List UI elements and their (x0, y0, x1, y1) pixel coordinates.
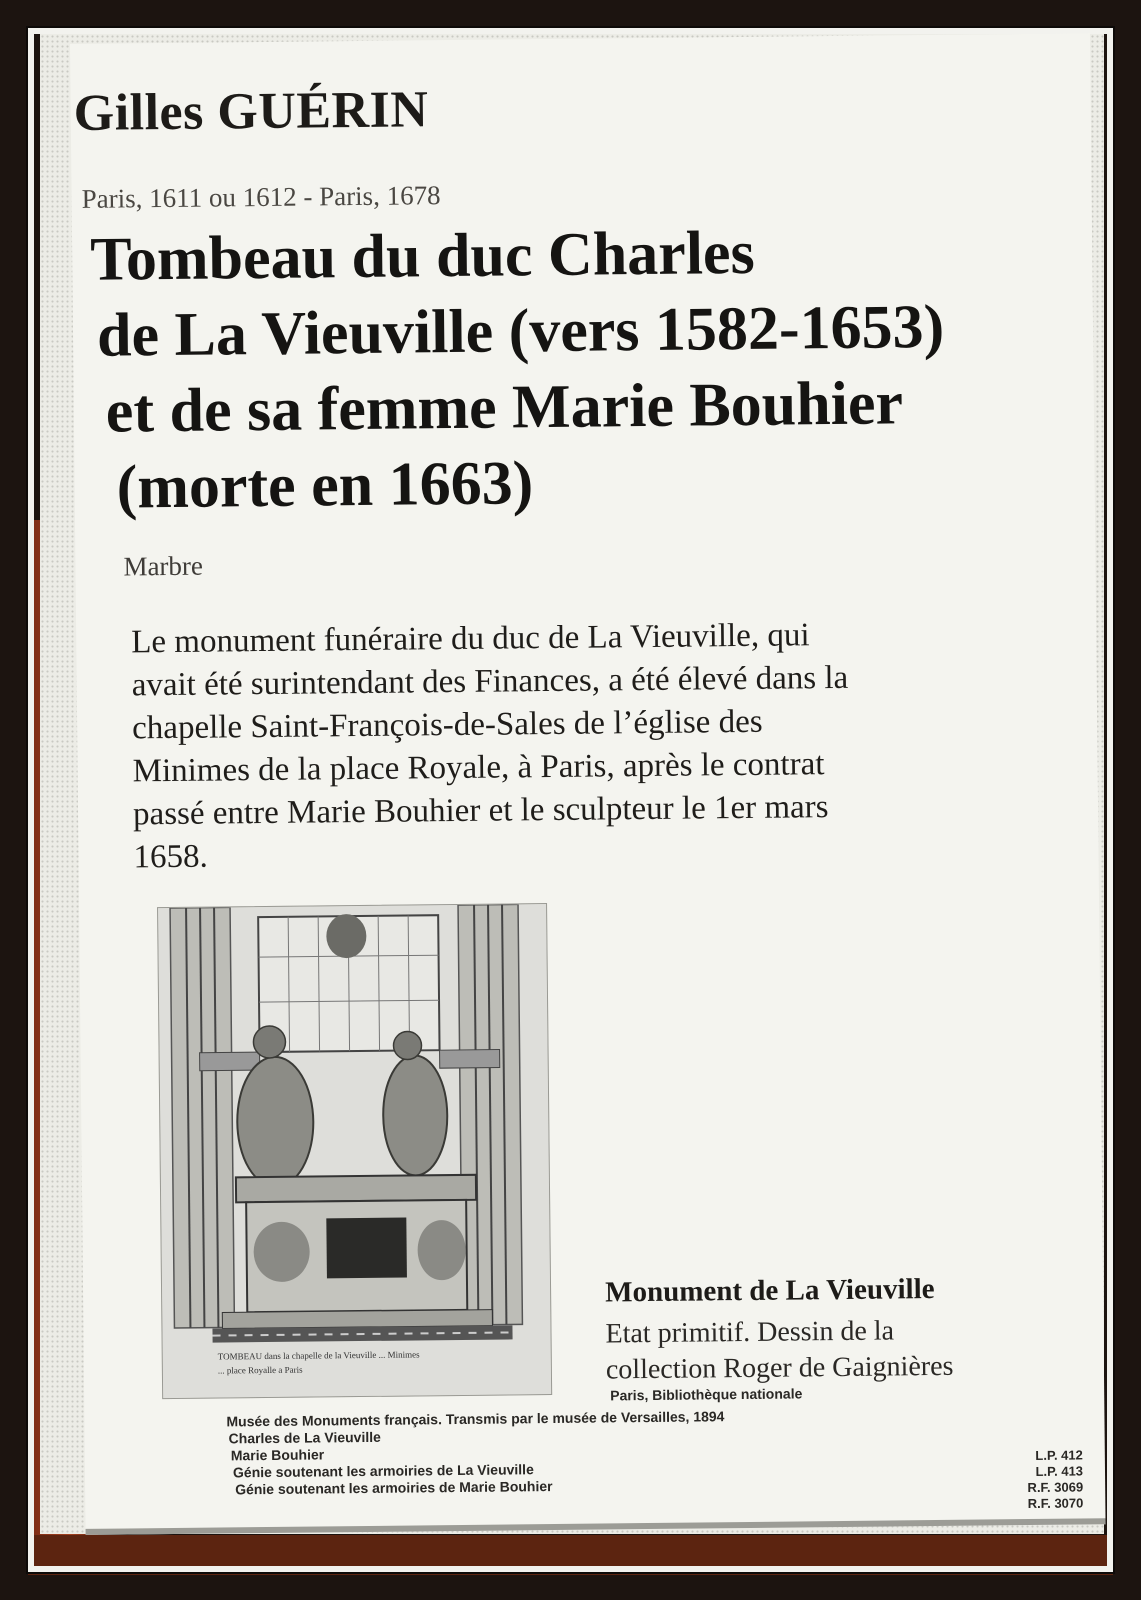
description-line: avait été surintendant des Finances, a été élevé dans la (131, 659, 849, 704)
inventory-line: Charles de La Vieuville (228, 1428, 381, 1447)
inventory-number: L.P. 413 (1035, 1463, 1084, 1479)
illustration-source: Paris, Bibliothèque nationale (610, 1385, 803, 1404)
description-line: chapelle Saint-François-de-Sales de l’église des (131, 703, 763, 747)
material: Marbre (123, 550, 204, 582)
illustration-caption-title: Monument de La Vieuville (604, 1273, 935, 1309)
engraving-illustration (157, 903, 552, 1399)
engraving-caption-line2: ... place Royalle a Paris (217, 1364, 303, 1376)
caption-line: Etat primitif. Dessin de la (605, 1315, 895, 1350)
inventory-number: R.F. 3069 (1027, 1479, 1084, 1496)
title-line: de La Vieuville (vers 1582-1653) (96, 292, 945, 370)
inventory-list (226, 1406, 927, 1498)
title-line: et de sa femme Marie Bouhier (105, 369, 904, 446)
description-line: passé entre Marie Bouhier et le sculpteur le 1er mars (132, 789, 829, 833)
inventory-line: Musée des Monuments français. Transmis par le musée de Versailles, 1894 (226, 1408, 725, 1430)
description-line: 1658. (133, 838, 208, 876)
description-line: Minimes de la place Royale, à Paris, après le contrat (132, 746, 825, 790)
description-line: Le monument funéraire du duc de La Vieuville, qui (131, 617, 810, 661)
inventory-line: Génie soutenant les armoiries de La Vieuville (232, 1461, 534, 1481)
museum-label-card (70, 33, 1106, 1535)
inventory-line: Marie Bouhier (230, 1446, 325, 1464)
engraving-caption-line1: TOMBEAU dans la chapelle de la Vieuville ... Minimes (217, 1349, 420, 1362)
illustration-caption (605, 1312, 1036, 1388)
inventory-number: L.P. 412 (1035, 1447, 1083, 1463)
inventory-line: Génie soutenant les armoiries de Marie Bouhier (235, 1478, 553, 1498)
artwork-title (90, 212, 1043, 526)
title-line: (morte en 1663) (116, 449, 534, 522)
caption-line: collection Roger de Gaignières (605, 1350, 954, 1386)
inventory-number: R.F. 3070 (1027, 1495, 1084, 1512)
title-line: Tombeau du duc Charles (89, 218, 755, 294)
artist-dates: Paris, 1611 ou 1612 - Paris, 1678 (81, 180, 441, 214)
artist-name: Gilles GUÉRIN (73, 81, 429, 142)
description (131, 612, 1074, 880)
inventory-numbers (993, 1447, 1084, 1512)
